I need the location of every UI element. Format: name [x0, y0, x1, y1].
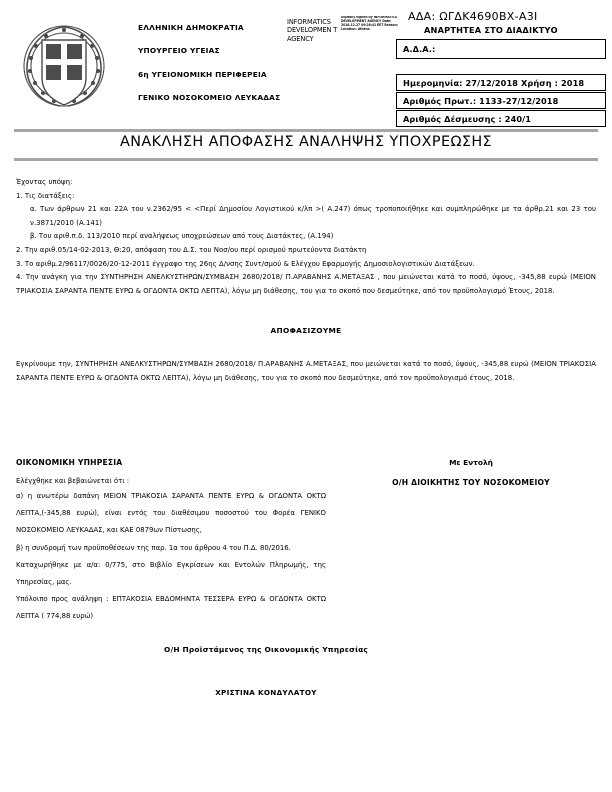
signature-name: ΧΡΙΣΤΙΝΑ ΚΟΝΔΥΛΑΤΟΥ — [215, 688, 317, 697]
signature-role: Ο/Η Προϊστάμενος της Οικονομικής Υπηρεσίας — [163, 645, 369, 654]
title-rule-bottom — [14, 158, 598, 161]
verification-paragraphs — [16, 488, 326, 626]
legal-item-2: 2. Την αριθ.05/14-02-2013, Θ:20, απόφαση του Δ.Σ. του Νοσ/ου περί ορισμού πρωτεύοντα διατάκτη — [16, 245, 367, 254]
ministry-line-republic: ΕΛΛΗΝΙΚΗ ΔΗΜΟΚΡΑΤΙΑ — [138, 23, 244, 32]
document-header — [0, 0, 612, 128]
binding-number-field-box: Αριθμός Δέσμευσης : 240/1 — [396, 110, 606, 127]
page-title: ΑΝΑΚΛΗΣΗ ΑΠΟΦΑΣΗΣ ΑΝΑΛΗΨΗΣ ΥΠΟΧΡΕΩΣΗΣ — [119, 134, 493, 150]
legal-item-1a: α. Των άρθρων 21 και 22Α του ν.2362/95 < <Περί Δημοσίου Λογιστικού κ/λπ >( Α.247) όπως τροποποιήθηκε και συμπληρώθηκε με τα άρθρ.21 και 23 του ν.3871/2010 (Α.141) — [30, 205, 596, 227]
decision-heading: ΑΠΟΦΑΣΙΖΟΥΜΕ — [270, 325, 342, 335]
legal-item-4: 4. Την ανάγκη για την ΣΥΝΤΗΡΗΣΗ ΑΝΕΛΚΥΣΤΗΡΩΝ/ΣΥΜΒΑΣΗ 2680/2018/ Π.ΑΡΑΒΑΝΗΣ Α.ΜΕΤΑΞΑΣ , που μειώνεται κατά το ποσό, ύψους, -345,88 ευρώ (ΜΕΙΟΝ ΤΡΙΑΚΟΣΙΑ ΣΑΡΑΝΤΑ ΠΕΝΤΕ ΕΥΡΩ & ΟΓΔΟΝΤΑ ΟΚΤΩ ΛΕΠΤΑ), λόγω μη διάθεσης, του για το σκοπό που δεσμεύτηκε, από τον προϋπολογισμό Έτους, 2018. — [16, 273, 596, 295]
greek-coat-of-arms-emblem — [16, 16, 112, 120]
decision-text: Εγκρίνουμε την, ΣΥΝΤΗΡΗΣΗ ΑΝΕΛΚΥΣΤΗΡΩΝ/ΣΥΜΒΑΣΗ 2680/2018/ Π.ΑΡΑΒΑΝΗΣ Α.ΜΕΤΑΞΑΣ, που μειώνεται κατά το ποσό, ύψους, -345,88 ευρώ (ΜΕΙΟΝ ΤΡΙΑΚΟΣΙΑ ΣΑΡΑΝΤΑ ΠΕΝΤΕ ΕΥΡΩ & ΟΓΔΟΝΤΑ ΟΚΤΩ ΛΕΠΤΑ), λόγω μη διάθεσης, του για το σκοπό που δεσμεύτηκε, από τον προϋπολογισμό έτους, 2018. — [16, 360, 596, 382]
ministry-line-health: ΥΠΟΥΡΓΕΙΟ ΥΓΕΙΑΣ — [138, 46, 220, 56]
remaining-balance-para: Υπόλοιπο προς ανάληψη : ΕΠΤΑΚΟΣΙΑ ΕΒΔΟΜΗΝΤΑ ΤΕΣΣΕΡΑ ΕΥΡΩ & ΟΓΔΟΝΤΑ ΟΚΤΩ ΛΕΠΤΑ ( 774,88 ευρώ) — [16, 595, 326, 621]
hospital-director-text: Ο/Η ΔΙΟΙΚΗΤΗΣ ΤΟΥ ΝΟΣΟΚΟΜΕΙΟΥ — [392, 478, 550, 487]
financial-service-subtext: Ελέγχθηκε και βεβαιώνεται ότι : — [16, 477, 130, 485]
protocol-number-field-box: Αριθμός Πρωτ.: 1133-27/12/2018 — [396, 92, 606, 109]
legal-item-3: 3. Το αριθμ.2/96117/0026/20-12-2011 έγγραφο της 26ης Δ/νσης Συντ/σμού & Ελέγχου Εφαρμογής Δημοσιολογιστικών Διατάξεων. — [16, 259, 475, 268]
financial-service-heading: ΟΙΚΟΝΟΜΙΚΗ ΥΠΗΡΕΣΙΑ — [16, 458, 123, 467]
date-field-box: Ημερομηνία: 27/12/2018 Χρήση : 2018 — [396, 74, 606, 91]
preamble-text: Έχοντας υπόψη: — [16, 178, 73, 186]
verification-para-a: α) η ανωτέρω δαπάνη ΜΕΙΟΝ ΤΡΙΑΚΟΣΙΑ ΣΑΡΑΝΤΑ ΠΕΝΤΕ ΕΥΡΩ & ΟΓΔΟΝΤΑ ΟΚΤΩ ΛΕΠΤΑ,(-345,88 ευρώ), είναι εντός του διαθέσιμου ποσοστού του Φορέα ΓΕΝΙΚΟ ΝΟΣΟΚΟΜΕΙΟ ΛΕΥΚΑΔΑΣ, και ΚΑΕ 0879ων Πίστωσης, — [16, 492, 326, 535]
title-rule-top — [14, 129, 598, 132]
ministry-identification-block — [138, 24, 288, 118]
ada-code-text: ΑΔΑ: ΩΓΔΚ4690ΒΧ-Α3Ι — [408, 10, 538, 23]
informatics-development-agency-logo: INFORMATICS DEVELOPMEN T AGENCY — [287, 18, 338, 43]
legal-item-1b: β. Του αριθ.π.δ. 113/2010 περί αναλήψεως υποχρεώσεων από τους Διατάκτες, (Α.194) — [30, 232, 334, 241]
ada-field-box: Α.Δ.Α.: — [396, 39, 606, 59]
document-body — [16, 176, 596, 385]
legal-item-1: 1. Τις διατάξεις: — [16, 191, 75, 200]
ministry-line-hospital: ΓΕΝΙΚΟ ΝΟΣΟΚΟΜΕΙΟ ΛΕΥΚΑΔΑΣ — [138, 93, 281, 103]
verification-para-b: β) η συνδρομή των προϋποθέσεων της παρ. 1α του άρθρου 4 του Π.Δ. 80/2016. — [16, 543, 291, 552]
publication-notice-text: ΑΝΑΡΤΗΤΕΑ ΣΤΟ ΔΙΑΔΙΚΤΥΟ — [424, 25, 558, 35]
digital-signature-stamp: Digitally signed by INFORMATICS DEVELOPMENT AGENCY Date: 2018.12.27 09:28:41 EET Reason: Location: Athens — [341, 16, 398, 31]
ministry-line-health-region: 6η ΥΓΕΙΟΝΟΜΙΚΗ ΠΕΡΙΦΕΡΕΙΑ — [138, 69, 267, 79]
financial-service-column — [16, 458, 316, 485]
authority-column — [346, 458, 596, 487]
registration-para: Καταχωρήθηκε με α/α: 0/775, στο Βιβλίο Εγκρίσεων και Εντολών Πληρωμής, της Υπηρεσίας, μας. — [16, 560, 326, 587]
by-order-text: Με Εντολή — [449, 458, 493, 467]
